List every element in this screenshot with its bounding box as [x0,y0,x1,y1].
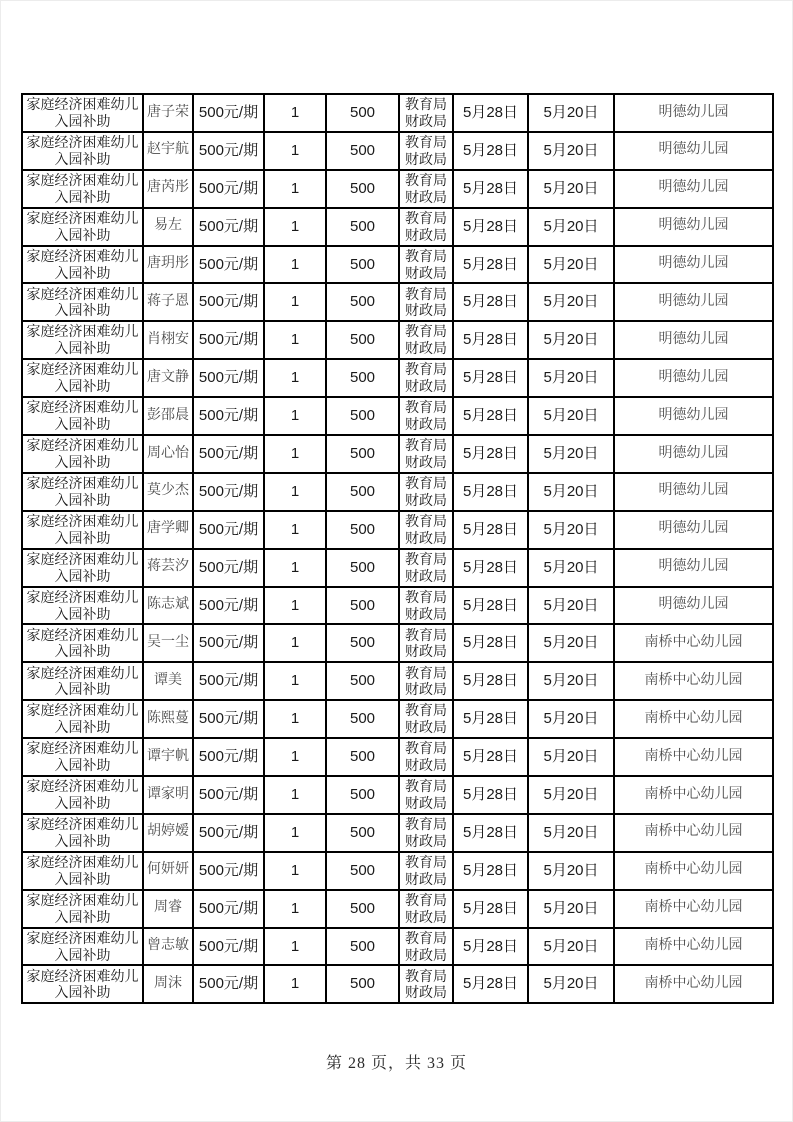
terms-cell: 1 [264,435,326,473]
terms-cell: 1 [264,587,326,625]
issue-date-cell: 5月28日 [453,928,528,966]
funder-cell: 教育局财政局 [399,587,453,625]
subsidy-type-cell: 家庭经济困难幼儿入园补助 [22,435,143,473]
funder-cell: 教育局财政局 [399,928,453,966]
funder-cell: 教育局财政局 [399,246,453,284]
student-name-cell: 陈志斌 [143,587,193,625]
table-body [22,94,773,1003]
student-name-cell: 唐子荣 [143,94,193,132]
standard-cell: 500元/期 [193,435,264,473]
school-cell: 明德幼儿园 [614,587,773,625]
table-row [22,814,773,852]
subsidy-type-cell: 家庭经济困难幼儿入园补助 [22,965,143,1003]
publicity-date-cell: 5月20日 [528,511,614,549]
student-name-cell: 肖栩安 [143,321,193,359]
standard-cell: 500元/期 [193,662,264,700]
student-name-cell: 彭邵晨 [143,397,193,435]
student-name-cell: 吴一尘 [143,624,193,662]
funder-cell: 教育局财政局 [399,435,453,473]
issue-date-cell: 5月28日 [453,965,528,1003]
table-row [22,170,773,208]
issue-date-cell: 5月28日 [453,246,528,284]
table-row [22,928,773,966]
school-cell: 明德幼儿园 [614,473,773,511]
school-cell: 明德幼儿园 [614,170,773,208]
funder-cell: 教育局财政局 [399,814,453,852]
standard-cell: 500元/期 [193,132,264,170]
issue-date-cell: 5月28日 [453,587,528,625]
funder-cell: 教育局财政局 [399,170,453,208]
publicity-date-cell: 5月20日 [528,890,614,928]
subsidy-type-cell: 家庭经济困难幼儿入园补助 [22,94,143,132]
funder-cell: 教育局财政局 [399,738,453,776]
school-cell: 南桥中心幼儿园 [614,852,773,890]
table-row [22,700,773,738]
publicity-date-cell: 5月20日 [528,587,614,625]
table-row [22,473,773,511]
standard-cell: 500元/期 [193,208,264,246]
table-row [22,776,773,814]
table-row [22,359,773,397]
table-row [22,208,773,246]
funder-cell: 教育局财政局 [399,283,453,321]
terms-cell: 1 [264,246,326,284]
amount-cell: 500 [326,549,399,587]
amount-cell: 500 [326,890,399,928]
funder-cell: 教育局财政局 [399,397,453,435]
publicity-date-cell: 5月20日 [528,814,614,852]
school-cell: 南桥中心幼儿园 [614,890,773,928]
issue-date-cell: 5月28日 [453,662,528,700]
issue-date-cell: 5月28日 [453,511,528,549]
page-number: 第 28 页，共 33 页 [325,1055,467,1072]
standard-cell: 500元/期 [193,890,264,928]
terms-cell: 1 [264,624,326,662]
table-row [22,738,773,776]
terms-cell: 1 [264,776,326,814]
funder-cell: 教育局财政局 [399,890,453,928]
school-cell: 南桥中心幼儿园 [614,814,773,852]
standard-cell: 500元/期 [193,397,264,435]
school-cell: 南桥中心幼儿园 [614,776,773,814]
publicity-date-cell: 5月20日 [528,397,614,435]
issue-date-cell: 5月28日 [453,132,528,170]
standard-cell: 500元/期 [193,246,264,284]
funder-cell: 教育局财政局 [399,132,453,170]
student-name-cell: 唐文静 [143,359,193,397]
amount-cell: 500 [326,814,399,852]
subsidy-type-cell: 家庭经济困难幼儿入园补助 [22,132,143,170]
terms-cell: 1 [264,814,326,852]
subsidy-type-cell: 家庭经济困难幼儿入园补助 [22,776,143,814]
standard-cell: 500元/期 [193,170,264,208]
table-row [22,435,773,473]
subsidy-type-cell: 家庭经济困难幼儿入园补助 [22,473,143,511]
subsidy-type-cell: 家庭经济困难幼儿入园补助 [22,359,143,397]
subsidy-type-cell: 家庭经济困难幼儿入园补助 [22,283,143,321]
subsidy-type-cell: 家庭经济困难幼儿入园补助 [22,890,143,928]
terms-cell: 1 [264,738,326,776]
funder-cell: 教育局财政局 [399,549,453,587]
table-row [22,283,773,321]
student-name-cell: 何妍妍 [143,852,193,890]
amount-cell: 500 [326,852,399,890]
student-name-cell: 蒋子恩 [143,283,193,321]
school-cell: 明德幼儿园 [614,397,773,435]
publicity-date-cell: 5月20日 [528,738,614,776]
standard-cell: 500元/期 [193,738,264,776]
publicity-date-cell: 5月20日 [528,473,614,511]
subsidy-type-cell: 家庭经济困难幼儿入园补助 [22,624,143,662]
table-row [22,587,773,625]
issue-date-cell: 5月28日 [453,321,528,359]
funder-cell: 教育局财政局 [399,700,453,738]
terms-cell: 1 [264,473,326,511]
standard-cell: 500元/期 [193,624,264,662]
standard-cell: 500元/期 [193,94,264,132]
publicity-date-cell: 5月20日 [528,852,614,890]
student-name-cell: 周心怡 [143,435,193,473]
subsidy-type-cell: 家庭经济困难幼儿入园补助 [22,814,143,852]
student-name-cell: 谭美 [143,662,193,700]
funder-cell: 教育局财政局 [399,94,453,132]
issue-date-cell: 5月28日 [453,94,528,132]
subsidy-type-cell: 家庭经济困难幼儿入园补助 [22,700,143,738]
terms-cell: 1 [264,94,326,132]
funder-cell: 教育局财政局 [399,208,453,246]
student-name-cell: 易左 [143,208,193,246]
funder-cell: 教育局财政局 [399,624,453,662]
amount-cell: 500 [326,132,399,170]
publicity-date-cell: 5月20日 [528,283,614,321]
subsidy-type-cell: 家庭经济困难幼儿入园补助 [22,511,143,549]
terms-cell: 1 [264,321,326,359]
subsidy-type-cell: 家庭经济困难幼儿入园补助 [22,738,143,776]
table-row [22,852,773,890]
terms-cell: 1 [264,549,326,587]
student-name-cell: 周沫 [143,965,193,1003]
standard-cell: 500元/期 [193,965,264,1003]
school-cell: 明德幼儿园 [614,208,773,246]
standard-cell: 500元/期 [193,700,264,738]
terms-cell: 1 [264,359,326,397]
table-row [22,321,773,359]
publicity-date-cell: 5月20日 [528,549,614,587]
terms-cell: 1 [264,700,326,738]
funder-cell: 教育局财政局 [399,852,453,890]
funder-cell: 教育局财政局 [399,965,453,1003]
standard-cell: 500元/期 [193,283,264,321]
publicity-date-cell: 5月20日 [528,624,614,662]
student-name-cell: 胡婷嫒 [143,814,193,852]
table-row [22,511,773,549]
standard-cell: 500元/期 [193,814,264,852]
table-row [22,397,773,435]
issue-date-cell: 5月28日 [453,776,528,814]
table-row [22,890,773,928]
student-name-cell: 蒋芸汐 [143,549,193,587]
amount-cell: 500 [326,208,399,246]
amount-cell: 500 [326,473,399,511]
issue-date-cell: 5月28日 [453,700,528,738]
publicity-date-cell: 5月20日 [528,776,614,814]
terms-cell: 1 [264,511,326,549]
publicity-date-cell: 5月20日 [528,132,614,170]
publicity-date-cell: 5月20日 [528,662,614,700]
school-cell: 明德幼儿园 [614,246,773,284]
amount-cell: 500 [326,738,399,776]
standard-cell: 500元/期 [193,321,264,359]
issue-date-cell: 5月28日 [453,397,528,435]
terms-cell: 1 [264,852,326,890]
subsidy-type-cell: 家庭经济困难幼儿入园补助 [22,246,143,284]
issue-date-cell: 5月28日 [453,208,528,246]
amount-cell: 500 [326,700,399,738]
subsidy-type-cell: 家庭经济困难幼儿入园补助 [22,549,143,587]
issue-date-cell: 5月28日 [453,549,528,587]
publicity-date-cell: 5月20日 [528,208,614,246]
amount-cell: 500 [326,397,399,435]
subsidy-type-cell: 家庭经济困难幼儿入园补助 [22,662,143,700]
publicity-date-cell: 5月20日 [528,965,614,1003]
student-name-cell: 唐玥彤 [143,246,193,284]
table-row [22,94,773,132]
terms-cell: 1 [264,890,326,928]
amount-cell: 500 [326,776,399,814]
funder-cell: 教育局财政局 [399,662,453,700]
issue-date-cell: 5月28日 [453,170,528,208]
funder-cell: 教育局财政局 [399,473,453,511]
amount-cell: 500 [326,94,399,132]
subsidy-type-cell: 家庭经济困难幼儿入园补助 [22,928,143,966]
school-cell: 明德幼儿园 [614,132,773,170]
terms-cell: 1 [264,283,326,321]
standard-cell: 500元/期 [193,852,264,890]
student-name-cell: 周睿 [143,890,193,928]
student-name-cell: 谭宇帆 [143,738,193,776]
table-row [22,246,773,284]
standard-cell: 500元/期 [193,928,264,966]
issue-date-cell: 5月28日 [453,852,528,890]
publicity-date-cell: 5月20日 [528,170,614,208]
publicity-date-cell: 5月20日 [528,700,614,738]
school-cell: 南桥中心幼儿园 [614,700,773,738]
standard-cell: 500元/期 [193,776,264,814]
school-cell: 明德幼儿园 [614,359,773,397]
subsidy-type-cell: 家庭经济困难幼儿入园补助 [22,170,143,208]
subsidy-type-cell: 家庭经济困难幼儿入园补助 [22,321,143,359]
table-row [22,549,773,587]
student-name-cell: 陈熙蔓 [143,700,193,738]
student-name-cell: 谭家明 [143,776,193,814]
standard-cell: 500元/期 [193,359,264,397]
standard-cell: 500元/期 [193,587,264,625]
subsidy-table [21,93,774,1004]
funder-cell: 教育局财政局 [399,776,453,814]
student-name-cell: 唐学卿 [143,511,193,549]
publicity-date-cell: 5月20日 [528,928,614,966]
table-row [22,624,773,662]
terms-cell: 1 [264,662,326,700]
school-cell: 明德幼儿园 [614,321,773,359]
publicity-date-cell: 5月20日 [528,321,614,359]
school-cell: 明德幼儿园 [614,94,773,132]
issue-date-cell: 5月28日 [453,435,528,473]
table-row [22,965,773,1003]
standard-cell: 500元/期 [193,549,264,587]
amount-cell: 500 [326,359,399,397]
school-cell: 南桥中心幼儿园 [614,738,773,776]
issue-date-cell: 5月28日 [453,283,528,321]
amount-cell: 500 [326,965,399,1003]
subsidy-type-cell: 家庭经济困难幼儿入园补助 [22,397,143,435]
school-cell: 明德幼儿园 [614,283,773,321]
subsidy-type-cell: 家庭经济困难幼儿入园补助 [22,587,143,625]
amount-cell: 500 [326,246,399,284]
student-name-cell: 曾志敏 [143,928,193,966]
issue-date-cell: 5月28日 [453,624,528,662]
student-name-cell: 莫少杰 [143,473,193,511]
school-cell: 明德幼儿园 [614,511,773,549]
amount-cell: 500 [326,928,399,966]
terms-cell: 1 [264,132,326,170]
school-cell: 南桥中心幼儿园 [614,662,773,700]
table-row [22,662,773,700]
issue-date-cell: 5月28日 [453,473,528,511]
subsidy-type-cell: 家庭经济困难幼儿入园补助 [22,852,143,890]
terms-cell: 1 [264,397,326,435]
publicity-date-cell: 5月20日 [528,359,614,397]
school-cell: 明德幼儿园 [614,549,773,587]
issue-date-cell: 5月28日 [453,814,528,852]
amount-cell: 500 [326,435,399,473]
terms-cell: 1 [264,928,326,966]
subsidy-type-cell: 家庭经济困难幼儿入园补助 [22,208,143,246]
amount-cell: 500 [326,283,399,321]
terms-cell: 1 [264,208,326,246]
standard-cell: 500元/期 [193,511,264,549]
school-cell: 南桥中心幼儿园 [614,928,773,966]
amount-cell: 500 [326,662,399,700]
amount-cell: 500 [326,624,399,662]
amount-cell: 500 [326,321,399,359]
school-cell: 明德幼儿园 [614,435,773,473]
school-cell: 南桥中心幼儿园 [614,624,773,662]
funder-cell: 教育局财政局 [399,359,453,397]
publicity-date-cell: 5月20日 [528,246,614,284]
funder-cell: 教育局财政局 [399,321,453,359]
issue-date-cell: 5月28日 [453,738,528,776]
funder-cell: 教育局财政局 [399,511,453,549]
school-cell: 南桥中心幼儿园 [614,965,773,1003]
publicity-date-cell: 5月20日 [528,435,614,473]
issue-date-cell: 5月28日 [453,890,528,928]
terms-cell: 1 [264,170,326,208]
amount-cell: 500 [326,587,399,625]
student-name-cell: 唐芮彤 [143,170,193,208]
amount-cell: 500 [326,511,399,549]
terms-cell: 1 [264,965,326,1003]
standard-cell: 500元/期 [193,473,264,511]
amount-cell: 500 [326,170,399,208]
publicity-date-cell: 5月20日 [528,94,614,132]
table-row [22,132,773,170]
issue-date-cell: 5月28日 [453,359,528,397]
student-name-cell: 赵宇航 [143,132,193,170]
